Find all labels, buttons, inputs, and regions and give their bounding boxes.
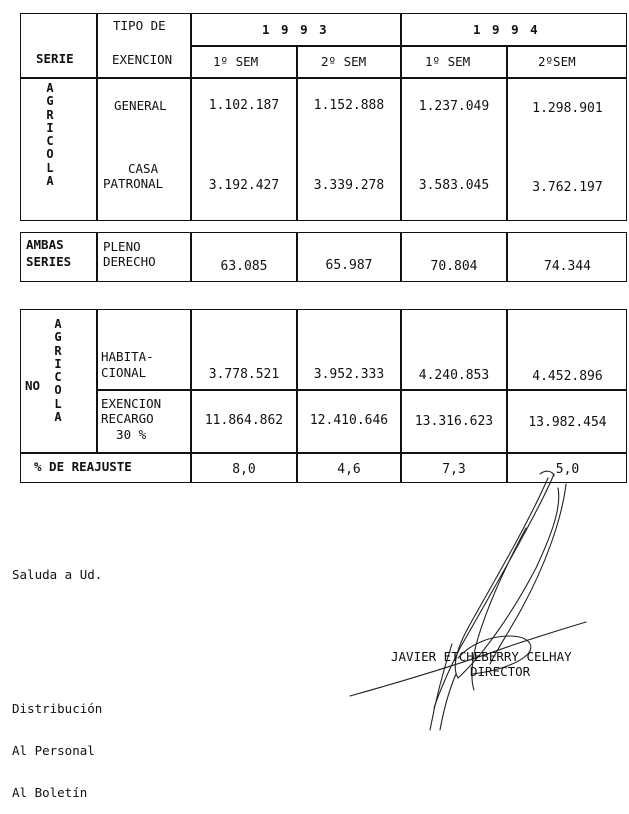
row-recargo-line3: 30 % (101, 427, 147, 442)
ambas-label2: SERIES (26, 254, 72, 269)
divider (400, 232, 402, 282)
divider (296, 232, 298, 282)
cell: 3.952.333 (313, 367, 385, 382)
row-habitacional-line1: HABITA- (101, 349, 154, 364)
cell: 1.298.901 (532, 101, 603, 116)
vertical-letter: I (54, 356, 62, 371)
cell: 1.237.049 (418, 99, 490, 114)
ambas-tipo2: DERECHO (103, 254, 156, 269)
no-label: NO (25, 378, 41, 393)
header-tipo-line2: EXENCION (112, 52, 173, 67)
serie-no-agricola-label (51, 318, 65, 424)
vertical-letter: C (46, 134, 54, 149)
reajuste-label: % DE REAJUSTE (34, 459, 132, 474)
cell: 13.316.623 (414, 414, 494, 429)
cell: 65.987 (325, 258, 373, 273)
header-year-1993: 1 9 9 3 (262, 22, 329, 37)
vertical-letter: O (46, 147, 54, 162)
vertical-letter: G (54, 330, 62, 345)
divider (506, 309, 508, 483)
cell: 3.339.278 (313, 178, 385, 193)
vertical-letter: I (46, 120, 54, 135)
serie-agricola-label (43, 82, 57, 188)
cell: 3.762.197 (532, 180, 603, 195)
header-year-1994: 1 9 9 4 (473, 22, 540, 37)
header-sem-1994-1: 1º SEM (425, 54, 471, 69)
divider (20, 452, 627, 454)
divider (506, 232, 508, 282)
cell: 1.102.187 (208, 98, 280, 113)
divider (296, 45, 298, 221)
divider (96, 13, 98, 221)
header-sem-1993-1: 1º SEM (213, 54, 259, 69)
distribution-item: Distribución (12, 701, 103, 716)
divider (190, 309, 192, 483)
vertical-letter: A (46, 174, 54, 189)
cell: 3.778.521 (208, 367, 280, 382)
row-recargo-line2: RECARGO (101, 411, 154, 426)
divider (20, 77, 627, 79)
cell: 3.583.045 (418, 178, 490, 193)
divider (296, 309, 298, 483)
row-habitacional-line2: CIONAL (101, 365, 147, 380)
cell: 3.192.427 (208, 178, 280, 193)
row-casa-label: CASA (128, 161, 159, 176)
divider (190, 232, 192, 282)
cell: 1.152.888 (313, 98, 385, 113)
vertical-letter: O (54, 383, 62, 398)
cell: 4.452.896 (532, 369, 603, 384)
vertical-letter: G (46, 94, 54, 109)
distribution-item: Al Boletín (12, 785, 88, 800)
signatory-name: JAVIER ETCHEBERRY CELHAY (391, 649, 572, 664)
cell: 5,0 (555, 462, 580, 477)
ambas-tipo1: PLENO (103, 239, 141, 254)
cell: 70.804 (430, 259, 478, 274)
divider (190, 45, 627, 47)
ambas-label1: AMBAS (26, 237, 64, 252)
vertical-letter: L (46, 160, 54, 175)
cell: 74.344 (544, 259, 591, 274)
row-general-label: GENERAL (114, 98, 167, 113)
cell: 8,0 (232, 462, 256, 477)
vertical-letter: C (54, 370, 62, 385)
header-tipo-line1: TIPO DE (113, 18, 166, 33)
vertical-letter: R (46, 107, 54, 122)
cell: 7,3 (442, 462, 466, 477)
cell: 63.085 (220, 259, 268, 274)
divider (96, 309, 98, 453)
divider (96, 389, 627, 391)
cell: 11.864.862 (204, 413, 284, 428)
header-sem-1994-2: 2ºSEM (538, 54, 576, 69)
distribution-item: Al Personal (12, 743, 95, 758)
vertical-letter: L (54, 396, 62, 411)
row-recargo-line1: EXENCION (101, 396, 162, 411)
vertical-letter: A (54, 317, 62, 331)
vertical-letter: A (46, 81, 54, 95)
row-patronal-label: PATRONAL (103, 176, 164, 191)
divider (96, 232, 98, 282)
divider (400, 309, 402, 483)
signatory-title: DIRECTOR (470, 664, 531, 679)
vertical-letter: R (54, 343, 62, 358)
distribution-list (12, 674, 102, 814)
cell: 4.240.853 (418, 368, 490, 383)
handwritten-signature (340, 468, 629, 732)
cell: 4,6 (337, 462, 361, 477)
vertical-letter: A (54, 410, 62, 425)
header-serie: SERIE (36, 51, 74, 66)
closing-text: Saluda a Ud. (12, 567, 103, 582)
cell: 13.982.454 (528, 415, 607, 430)
cell: 12.410.646 (309, 413, 389, 428)
header-sem-1993-2: 2º SEM (321, 54, 367, 69)
